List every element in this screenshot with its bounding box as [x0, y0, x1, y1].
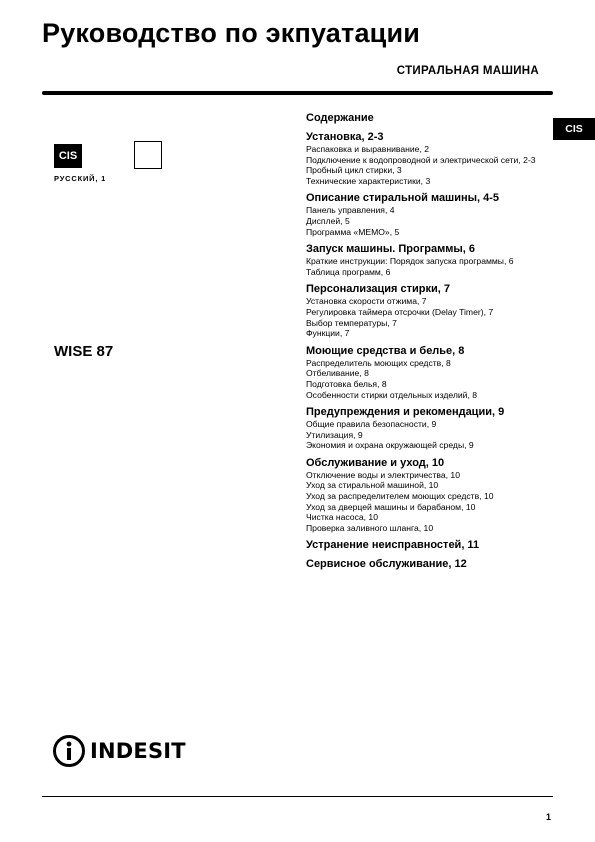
toc-section [306, 131, 568, 186]
toc-section-items [306, 358, 568, 400]
header-divider [42, 91, 553, 95]
toc-item: Уход за дверцей машины и барабаном, 10 [306, 501, 476, 512]
toc-item: Особенности стирки отдельных изделий, 8 [306, 389, 477, 400]
toc-item: Таблица программ, 6 [306, 266, 391, 277]
toc-section-title: Сервисное обслуживание, 12 [306, 558, 467, 571]
toc-item: Экономия и охрана окружающей среды, 9 [306, 440, 474, 451]
toc-section-items [306, 144, 568, 186]
toc-item: Подключение к водопроводной и электрической сети, 2-3 [306, 154, 536, 165]
toc-section-title: Предупреждения и рекомендации, 9 [306, 406, 505, 419]
toc-section [306, 283, 568, 338]
side-language-tab: CIS [553, 118, 595, 140]
toc-item: Отключение воды и электричества, 10 [306, 469, 460, 480]
toc-item: Выбор температуры, 7 [306, 317, 397, 328]
language-empty-box [134, 141, 162, 169]
language-label: РУССКИЙ, 1 [54, 174, 107, 183]
toc-item: Пробный цикл стирки, 3 [306, 165, 402, 176]
toc-item: Проверка заливного шланга, 10 [306, 522, 434, 533]
toc-section [306, 406, 568, 451]
toc-heading: Содержание [306, 112, 374, 124]
toc-item: Панель управления, 4 [306, 205, 395, 216]
toc-section [306, 457, 568, 534]
table-of-contents [306, 112, 568, 577]
toc-section [306, 558, 568, 571]
toc-section-items [306, 419, 568, 451]
toc-item: Отбеливание, 8 [306, 368, 369, 379]
toc-item: Регулировка таймера отсрочки (Delay Timer), 7 [306, 306, 494, 317]
toc-item: Уход за распределителем моющих средств, 10 [306, 491, 494, 502]
page-number: 1 [545, 812, 551, 822]
toc-section-items [306, 256, 568, 277]
model-name: WISE 87 [54, 343, 114, 360]
indesit-logo-icon [52, 734, 86, 768]
brand-logo [52, 734, 186, 768]
page-subtitle: СТИРАЛЬНАЯ МАШИНА [396, 65, 539, 77]
toc-item: Уход за стиральной машиной, 10 [306, 480, 439, 491]
toc-item: Подготовка белья, 8 [306, 378, 387, 389]
toc-section-title: Моющие средства и белье, 8 [306, 344, 465, 357]
toc-section-title: Устранение неисправностей, 11 [306, 539, 480, 552]
toc-item: Распаковка и выравнивание, 2 [306, 144, 430, 154]
toc-item: Функции, 7 [306, 328, 350, 339]
toc-section-items [306, 470, 568, 534]
toc-item: Установка скорости отжима, 7 [306, 296, 427, 307]
toc-section-title: Персонализация стирки, 7 [306, 283, 451, 296]
footer-divider [42, 796, 553, 797]
toc-section-title: Запуск машины. Программы, 6 [306, 243, 476, 256]
toc-item: Распределитель моющих средств, 8 [306, 357, 451, 368]
brand-logo-wordmark: INDESIT [90, 739, 186, 763]
toc-item: Утилизация, 9 [306, 429, 363, 440]
toc-section [306, 345, 568, 400]
toc-item: Краткие инструкции: Порядок запуска программы, 6 [306, 256, 514, 267]
toc-section [306, 539, 568, 552]
toc-sections [306, 131, 568, 571]
page-title: Руководство по экпуатации [42, 18, 421, 48]
toc-section-title: Установка, 2-3 [306, 131, 384, 143]
toc-item: Общие правила безопасности, 9 [306, 419, 437, 430]
toc-item: Программа «MEMO», 5 [306, 226, 400, 237]
toc-item: Чистка насоса, 10 [306, 512, 378, 523]
toc-section-title: Обслуживание и уход, 10 [306, 456, 445, 469]
toc-section-title: Описание стиральной машины, 4-5 [306, 192, 500, 205]
toc-item: Дисплей, 5 [306, 215, 350, 226]
language-badge: CIS [54, 144, 82, 168]
toc-section-items [306, 296, 568, 338]
toc-section [306, 243, 568, 277]
toc-section-items [306, 205, 568, 237]
toc-item: Технические характеристики, 3 [306, 175, 431, 186]
toc-section [306, 192, 568, 237]
